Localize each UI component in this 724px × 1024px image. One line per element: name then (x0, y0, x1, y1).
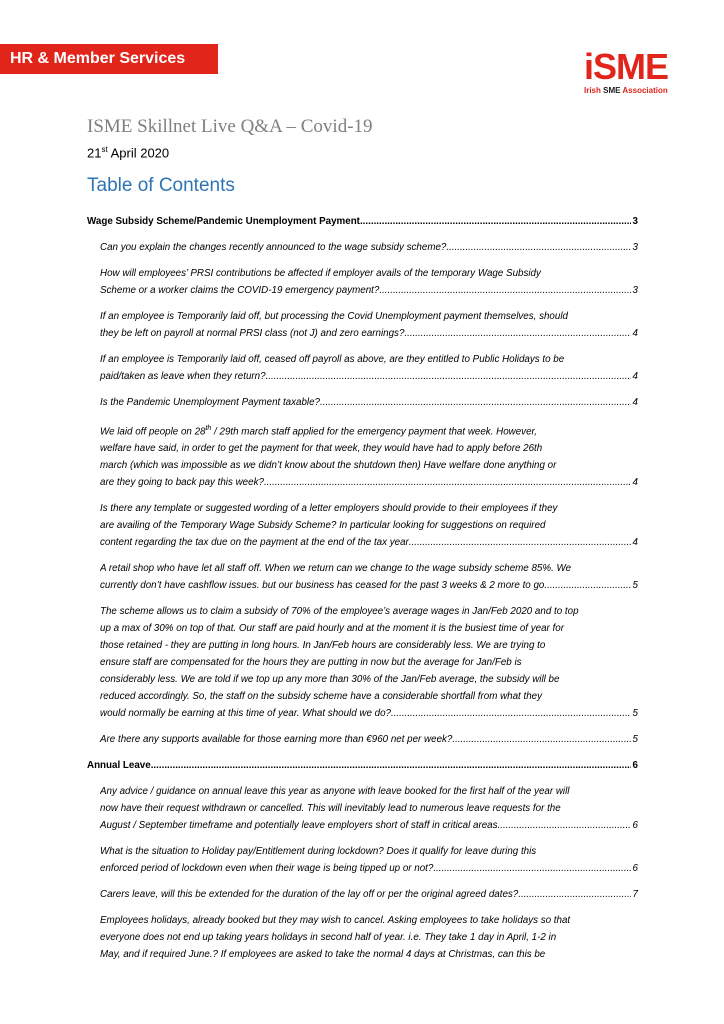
toc-item[interactable]: Are there any supports available for those earning more than €960 net per week? ..... 5 (100, 731, 638, 748)
toc-item[interactable]: Employees holidays, already booked but they may wish to cancel. Asking employees to take holidays so that everyone does not end up taking years holidays in second half of year. i.e. They take 1 day in April, 1-2 in May, and if required June.? If employees are asked to take the normal 4 days at Christmas, can this be (100, 915, 571, 961)
hr-member-services-banner: HR & Member Services (0, 44, 218, 74)
toc-item[interactable]: If an employee is Temporarily laid off, ceased off payroll as above, are they entitled to Public Holidays to be paid/taken as leave when they return? ..... 4 (100, 351, 638, 385)
toc-item[interactable]: Is the Pandemic Unemployment Payment taxable? ..... 4 (100, 394, 638, 411)
toc-item[interactable]: Is there any template or suggested wording of a letter employers should provide to their employees if they are availing of the Temporary Wage Subsidy Scheme? In particular looking for suggestions on required content regarding the tax due on the payment at the end of the tax year ..... 4 (100, 500, 638, 551)
toc-item[interactable]: If an employee is Temporarily laid off, but processing the Covid Unemployment payment themselves, should they be left on payroll at normal PRSI class (not J) and zero earnings? ..... 4 (100, 308, 638, 342)
toc-item[interactable]: A retail shop who have let all staff off. When we return can we change to the wage subsidy scheme 85%. We currently don’t have cashflow issues. but our business has ceased for the past 3 weeks & 2 more to go. ..... 5 (100, 560, 638, 594)
toc-item[interactable]: Carers leave, will this be extended for the duration of the lay off or per the original agreed dates? ..... 7 (100, 886, 638, 903)
isme-logo (584, 48, 684, 95)
document-title: ISME Skillnet Live Q&A – Covid-19 (87, 116, 373, 137)
toc-section-annual-leave[interactable]: Annual Leave ..... 6 (87, 757, 638, 774)
toc-item[interactable]: What is the situation to Holiday pay/Entitlement during lockdown? Does it qualify for leave during this enforced period of lockdown even when their wage is being tipped up or not? ..... 6 (100, 843, 638, 877)
table-of-contents-heading: Table of Contents (87, 175, 235, 196)
toc-item[interactable]: How will employees’ PRSI contributions be affected if employer avails of the temporary Wage Subsidy Scheme or a worker claims the COVID-19 emergency payment? ..... 3 (100, 265, 638, 299)
table-of-contents (87, 213, 638, 972)
toc-item[interactable]: Can you explain the changes recently announced to the wage subsidy scheme? ..... 3 (100, 239, 638, 256)
toc-item[interactable]: Any advice / guidance on annual leave this year as anyone with leave booked for the first half of the year will now have their request withdrawn or cancelled. This will inevitably lead to numerous leave requests for the August / September timeframe and potentially leave employers short of staff in critical areas. ..... 6 (100, 783, 638, 834)
logo-wordmark: iSME (584, 46, 669, 87)
document-date: 21st April 2020 (87, 145, 170, 161)
logo-tagline: Irish SME Association (584, 86, 668, 95)
toc-item[interactable]: The scheme allows us to claim a subsidy of 70% of the employee’s average wages in Jan/Feb 2020 and to top up a max of 30% on top of that. Our staff are paid hourly and at the moment it is the busiest time of year for those retained - they are putting in long hours. In Jan/Feb hours are considerably less. We are trying to ensure staff are compensated for the hours they are putting in now but the average for Jan/Feb is considerably less. We are told if we top up any more than 30% of the Jan/Feb average, the subsidy will be reduced accordingly. So, the staff on the subsidy scheme have a considerable shortfall from what they would normally be earning at this time of year. What should we do? ..... 5 (100, 603, 638, 722)
toc-item[interactable]: We laid off people on 28th / 29th march staff applied for the emergency payment that week. However, welfare have said, in order to get the payment for that week, they would have had to apply before 26th march (which was impossible as we didn’t know about the shutdown then) Have welfare done anything or are they going to back pay this week? ..... 4 (100, 420, 638, 491)
toc-section-wage-subsidy[interactable]: Wage Subsidy Scheme/Pandemic Unemployment Payment ..... 3 (87, 213, 638, 230)
